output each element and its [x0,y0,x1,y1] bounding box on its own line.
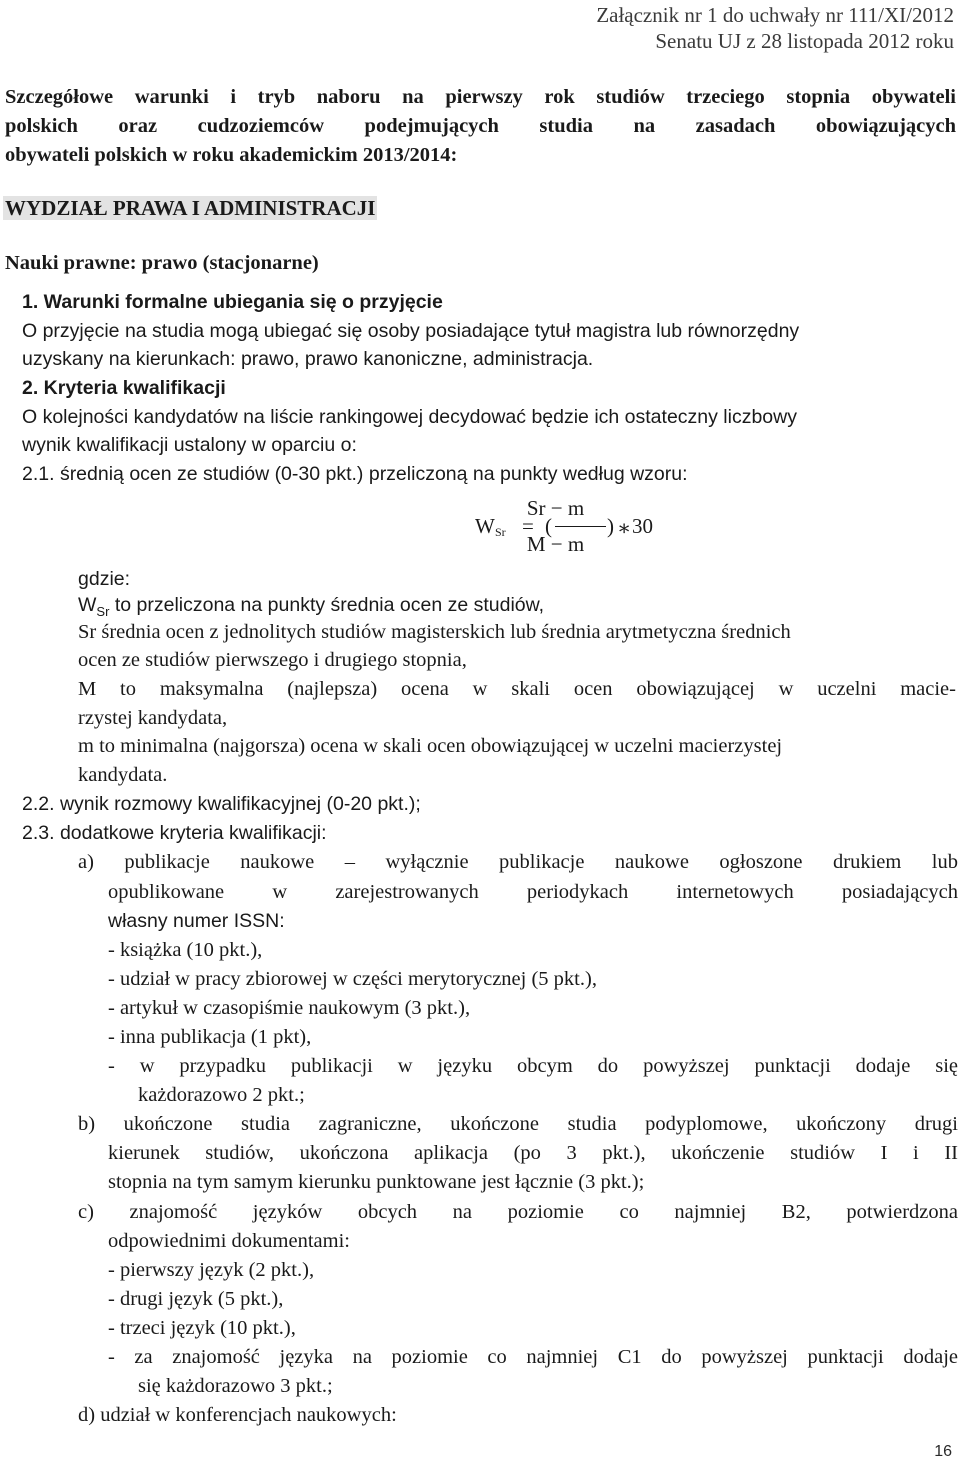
criterion-a-bullet-4: - inna publikacja (1 pkt), [108,1026,312,1048]
title-line-1: Szczegółowe warunki i tryb naboru na pierwszy rok studiów trzeciego stopnia obywateli [5,86,956,108]
criterion-a-bullet-2: - udział w pracy zbiorowej w części merytorycznej (5 pkt.), [108,968,597,990]
formula-lhs: W [475,514,495,538]
criterion-a-1: a) publikacje naukowe – wyłącznie publikacje naukowe ogłoszone drukiem lub [78,851,958,873]
criterion-a-bullet-5: - w przypadku publikacji w języku obcym do powyższej punktacji dodaje się [108,1055,958,1077]
criterion-b-3: stopnia na tym samym kierunku punktowane jest łącznie (3 pkt.); [108,1171,645,1193]
fraction-bar [555,526,606,527]
score-formula [475,494,653,562]
section-2-text-2: wynik kwalifikacji ustalony w oparciu o: [22,434,357,456]
criterion-c-bullet-4: - za znajomość języka na poziomie co najmniej C1 do powyższej punktacji dodaje [108,1346,958,1368]
formula-open-paren: ( [545,514,552,538]
formula-factor: 30 [632,514,653,538]
where-M-def-2: rzystej kandydata, [78,707,228,729]
formula-denominator: M − m [526,532,585,556]
criterion-d-1: d) udział w konferencjach naukowych: [78,1404,397,1426]
criterion-c-bullet-2: - drugi język (5 pkt.), [108,1288,284,1310]
criterion-c-bullet-1: - pierwszy język (2 pkt.), [108,1259,315,1281]
criterion-a-2: opublikowane w zarejestrowanych periodykach internetowych posiadających [108,881,958,903]
title-line-2: polskich oraz cudzoziemców podejmujących studia na zasadach obowiązujących [5,115,956,137]
item-2-2: 2.2. wynik rozmowy kwalifikacyjnej (0-20 pkt.); [22,793,421,815]
criterion-c-1: c) znajomość języków obcych na poziomie co najmniej B2, potwierdzona [78,1201,958,1223]
section-1-text-2: uzyskany na kierunkach: prawo, prawo kanoniczne, administracja. [22,348,594,370]
faculty-heading: WYDZIAŁ PRAWA I ADMINISTRACJI [5,196,376,220]
criterion-b-2: kierunek studiów, ukończona aplikacja (po 3 pkt.), ukończenie studiów I i II [108,1142,958,1164]
discipline-heading: Nauki prawne: prawo (stacjonarne) [5,252,319,274]
attachment-line: Załącznik nr 1 do uchwały nr 111/XI/2012 [596,3,954,27]
section-2-text-1: O kolejności kandydatów na liście rankingowej decydować będzie ich ostateczny liczbowy [22,406,797,428]
criterion-b-1: b) ukończone studia zagraniczne, ukończone studia podyplomowe, ukończony drugi [78,1113,958,1135]
senate-date-line: Senatu UJ z 28 listopada 2012 roku [655,29,954,53]
criterion-a-bullet-1: - książka (10 pkt.), [108,939,263,961]
page-number: 16 [934,1443,952,1460]
where-label: gdzie: [78,568,131,590]
item-2-1: 2.1. średnią ocen ze studiów (0-30 pkt.) przeliczoną na punkty według wzoru: [22,463,688,485]
criterion-c-2: odpowiednimi dokumentami: [108,1230,350,1252]
formula-lhs-sub: Sr [495,525,506,539]
formula-close-paren: ) [607,514,614,538]
section-2-heading: 2. Kryteria kwalifikacji [22,377,226,399]
where-m-def-2: kandydata. [78,764,168,786]
criterion-a-bullet-5-cont: każdorazowo 2 pkt.; [138,1084,305,1106]
title-line-3: obywateli polskich w roku akademickim 2013/2014: [5,144,458,166]
section-1-heading: 1. Warunki formalne ubiegania się o przyjęcie [22,291,443,313]
formula-equals: = [522,514,534,538]
criterion-c-bullet-3: - trzeci język (10 pkt.), [108,1317,296,1339]
where-sr-def-1: Sr średnia ocen z jednolitych studiów magisterskich lub średnia arytmetyczna średnich [78,621,791,643]
where-M-def-1: M to maksymalna (najlepsza) ocena w skali ocen obowiązującej w uczelni macie- [78,678,956,700]
item-2-3: 2.3. dodatkowe kryteria kwalifikacji: [22,822,327,844]
criterion-a-3: własny numer ISSN: [108,910,285,932]
where-m-def-1: m to minimalna (najgorsza) ocena w skali ocen obowiązującej w uczelni macierzystej [78,735,783,757]
formula-times: ∗ [617,516,632,540]
where-w-def: $W_{Sr}$ to przeliczona na punkty średnia ocen ze studiów, [78,594,545,619]
section-1-text-1: O przyjęcie na studia mogą ubiegać się osoby posiadające tytuł magistra lub równorzędny [22,320,800,342]
criterion-a-bullet-3: - artykuł w czasopiśmie naukowym (3 pkt.), [108,997,471,1019]
criterion-c-bullet-4-cont: się każdorazowo 3 pkt.; [138,1375,333,1397]
formula-numerator: Sr − m [526,496,585,520]
where-sr-def-2: ocen ze studiów pierwszego i drugiego stopnia, [78,649,467,671]
